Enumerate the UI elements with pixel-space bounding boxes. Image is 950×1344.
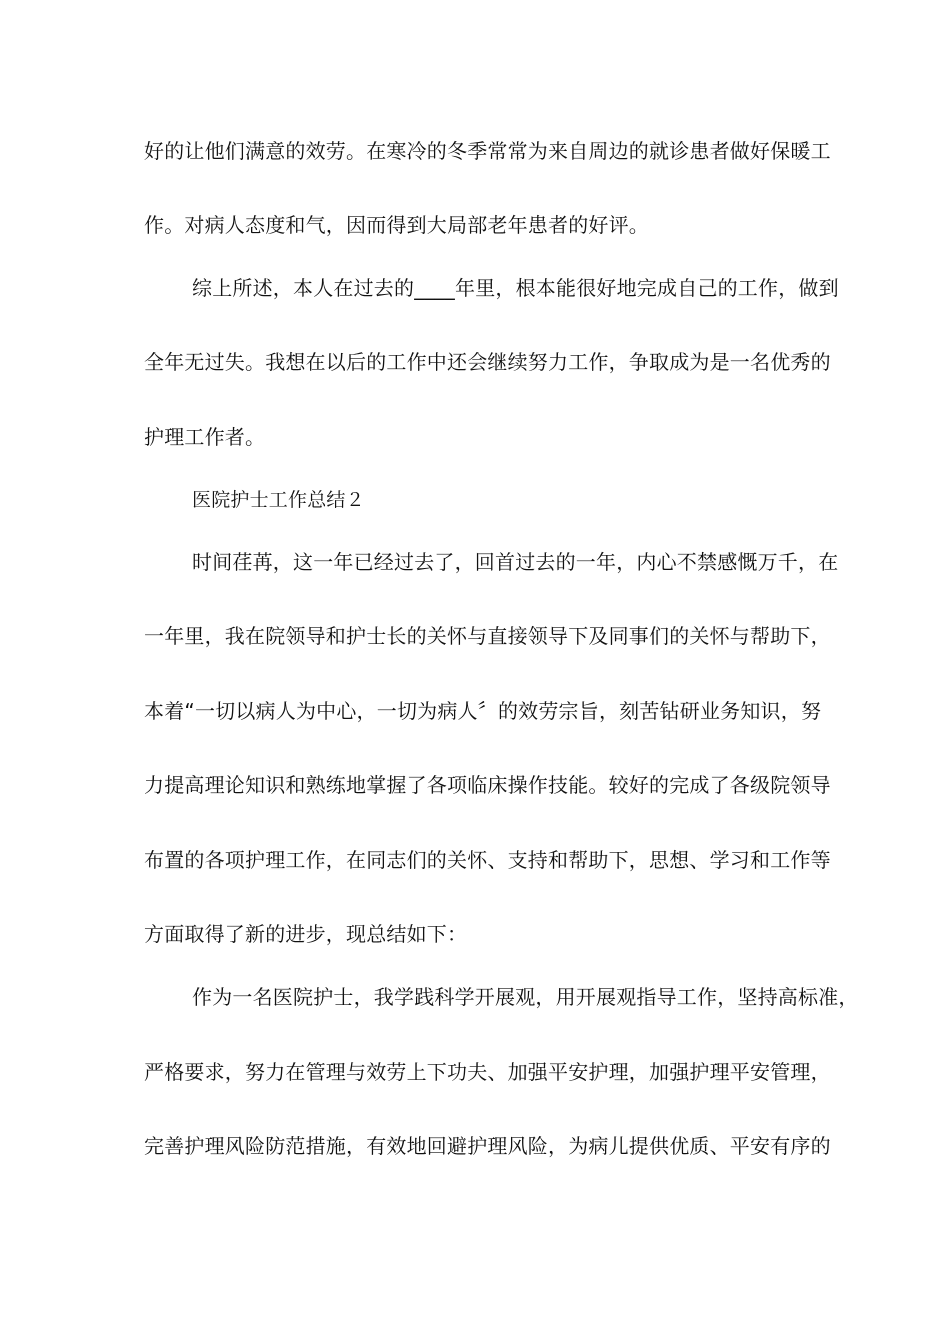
paragraph-first-line: 作为一名医院护士，我学践科学开展观，用开展观指导工作，坚持高标准， — [192, 985, 859, 1009]
body-text-line: 全年无过失。我想在以后的工作中还会继续努力工作，争取成为是一名优秀的 — [144, 350, 831, 374]
body-text-line: 一年里，我在院领导和护士长的关怀与直接领导下及同事们的关怀与帮助下， — [144, 624, 831, 648]
body-text-line: 好的让他们满意的效劳。在寒冷的冬季常常为来自周边的就诊患者做好保暖工 — [144, 139, 831, 163]
body-text-line: 护理工作者。 — [144, 425, 266, 449]
paragraph-first-line: 时间荏苒，这一年已经过去了，回首过去的一年，内心不禁感慨万千，在 — [192, 550, 839, 574]
body-text-line: 方面取得了新的进步，现总结如下： — [144, 922, 468, 946]
section-heading: 医院护士工作总结２ — [192, 489, 365, 511]
body-text-line: 布置的各项护理工作，在同志们的关怀、支持和帮助下，思想、学习和工作等 — [144, 848, 831, 872]
body-text-line: 完善护理风险防范措施，有效地回避护理风险，为病儿提供优质、平安有序的 — [144, 1134, 831, 1158]
body-text-line: 力提高理论知识和熟练地掌握了各项临床操作技能。较好的完成了各级院领导 — [144, 773, 831, 797]
body-text-line: 本着“一切以病人为中心，一切为病人〞的效劳宗旨，刻苦钻研业务知识，努 — [144, 699, 822, 723]
paragraph-first-line: 综上所述，本人在过去的____年里，根本能很好地完成自己的工作，做到 — [192, 276, 839, 300]
body-text-line: 严格要求，努力在管理与效劳上下功夫、加强平安护理，加强护理平安管理， — [144, 1060, 831, 1084]
body-text-line: 作。对病人态度和气，因而得到大局部老年患者的好评。 — [144, 213, 649, 237]
